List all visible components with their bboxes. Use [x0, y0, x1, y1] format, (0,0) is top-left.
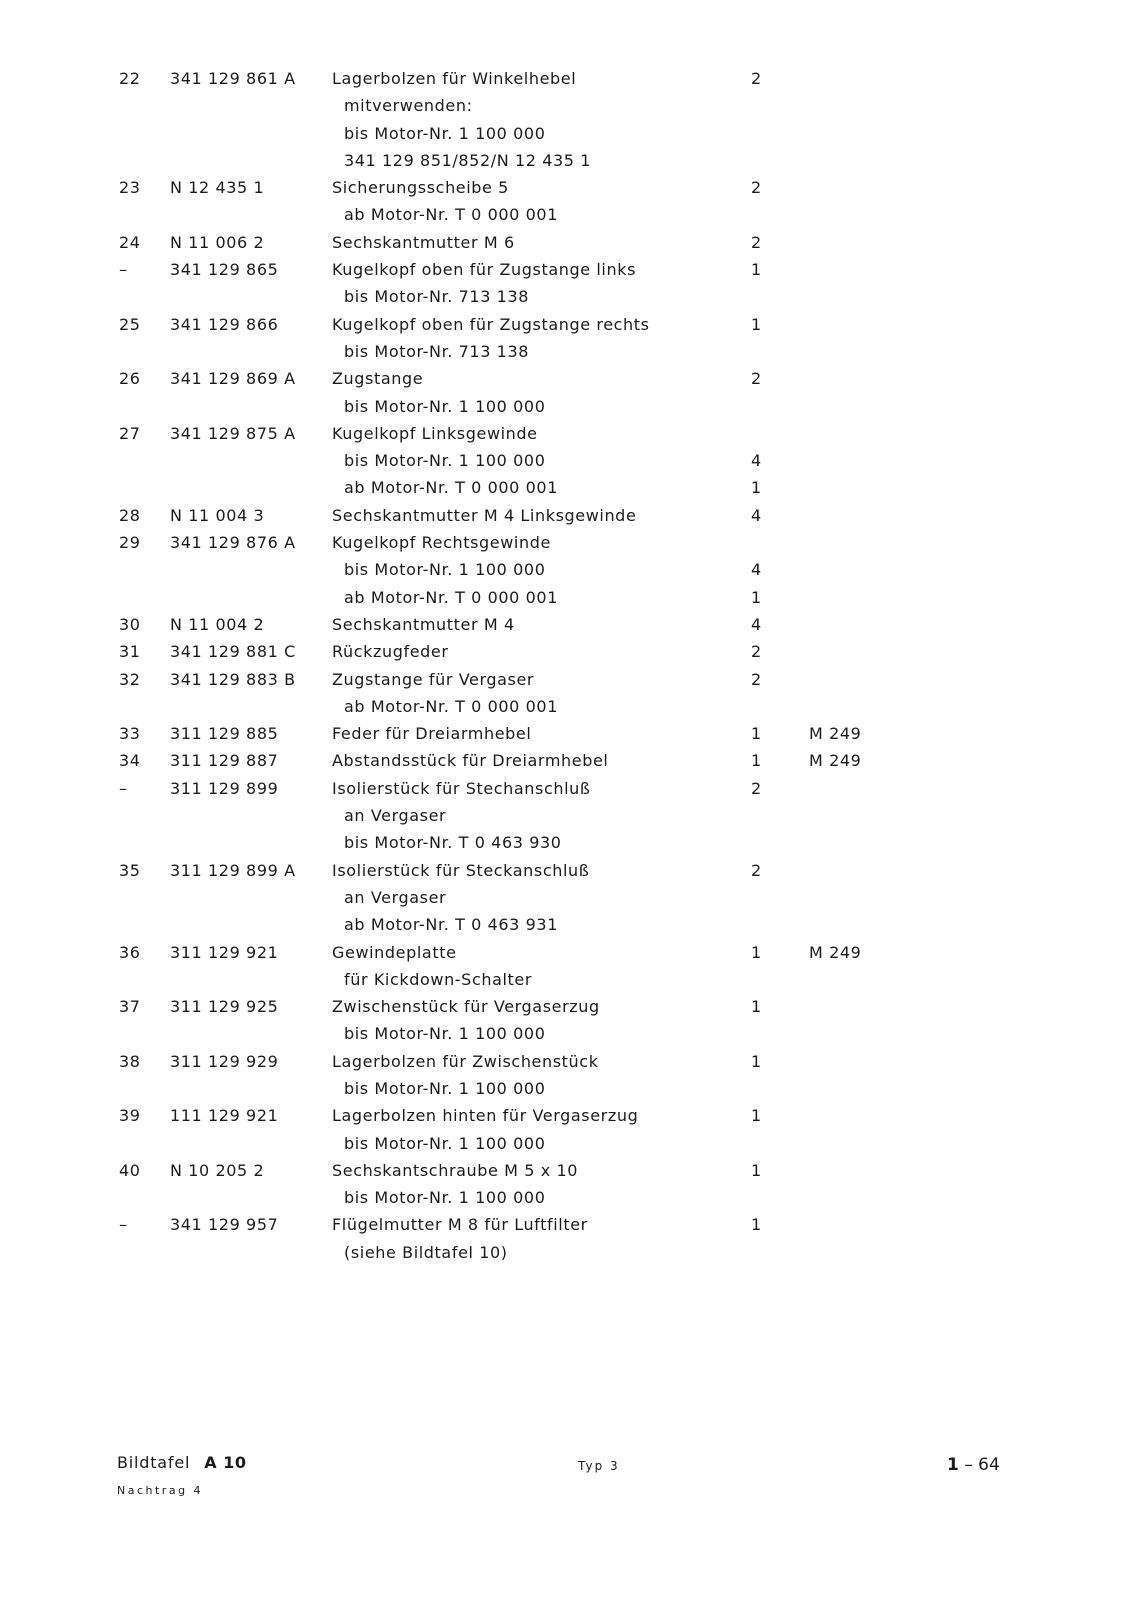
- remark: M 249: [809, 724, 862, 744]
- parts-row-continuation: [0, 448, 1139, 475]
- parts-row-continuation: [0, 694, 1139, 721]
- description: Sechskantmutter M 4 Linksgewinde: [332, 505, 637, 525]
- description: Abstandsstück für Dreiarmhebel: [332, 751, 609, 771]
- parts-row: [0, 940, 1139, 967]
- position: 26: [119, 369, 141, 389]
- description: Zwischenstück für Vergaserzug: [332, 997, 600, 1017]
- description: mitverwenden:: [344, 96, 473, 116]
- description: Isolierstück für Stechanschluß: [332, 778, 591, 798]
- quantity: 1: [751, 1215, 762, 1235]
- quantity: 1: [751, 1160, 762, 1180]
- remark: M 249: [809, 751, 862, 771]
- position: 25: [119, 314, 141, 334]
- part-number: 341 129 866: [170, 314, 279, 334]
- parts-row-continuation: [0, 1021, 1139, 1048]
- parts-row-continuation: [0, 1131, 1139, 1158]
- part-number: 341 129 876 A: [170, 533, 296, 553]
- parts-row: [0, 312, 1139, 339]
- parts-row: [0, 639, 1139, 666]
- page-section: 1: [947, 1455, 959, 1475]
- description: bis Motor-Nr. 713 138: [344, 341, 530, 361]
- quantity: 1: [751, 1106, 762, 1126]
- description: (siehe Bildtafel 10): [344, 1242, 508, 1262]
- vehicle-type: Typ 3: [578, 1459, 620, 1473]
- description: 341 129 851/852/N 12 435 1: [344, 150, 592, 170]
- page-num: 64: [978, 1455, 1000, 1475]
- remark: M 249: [809, 942, 862, 962]
- description: ab Motor-Nr. T 0 463 931: [344, 915, 558, 935]
- parts-row: [0, 1158, 1139, 1185]
- description: bis Motor-Nr. 1 100 000: [344, 396, 546, 416]
- description: ab Motor-Nr. T 0 000 001: [344, 205, 558, 225]
- parts-row: [0, 1103, 1139, 1130]
- parts-row-continuation: [0, 967, 1139, 994]
- position: –: [119, 260, 128, 280]
- parts-row-continuation: [0, 202, 1139, 229]
- description: an Vergaser: [344, 806, 447, 826]
- quantity: 2: [751, 778, 762, 798]
- description: Sechskantschraube M 5 x 10: [332, 1160, 579, 1180]
- part-number: N 11 004 3: [170, 505, 265, 525]
- part-number: 311 129 899 A: [170, 860, 296, 880]
- supplement-note: Nachtrag 4: [117, 1484, 204, 1497]
- description: bis Motor-Nr. 1 100 000: [344, 1024, 546, 1044]
- quantity: 4: [751, 505, 762, 525]
- parts-row-continuation: [0, 339, 1139, 366]
- quantity: 1: [751, 1051, 762, 1071]
- parts-row: [0, 366, 1139, 393]
- part-number: 111 129 921: [170, 1106, 279, 1126]
- parts-row: [0, 175, 1139, 202]
- position: 24: [119, 232, 141, 252]
- description: Kugelkopf Linksgewinde: [332, 423, 538, 443]
- part-number: 311 129 885: [170, 724, 279, 744]
- parts-row: [0, 858, 1139, 885]
- description: Kugelkopf oben für Zugstange links: [332, 260, 637, 280]
- part-number: 311 129 929: [170, 1051, 279, 1071]
- part-number: 341 129 869 A: [170, 369, 296, 389]
- parts-row-continuation: [0, 885, 1139, 912]
- part-number: 341 129 865: [170, 260, 279, 280]
- part-number: N 10 205 2: [170, 1160, 265, 1180]
- quantity: 1: [751, 997, 762, 1017]
- description: Sechskantmutter M 4: [332, 614, 515, 634]
- description: bis Motor-Nr. 1 100 000: [344, 123, 546, 143]
- position: –: [119, 778, 128, 798]
- parts-row-continuation: [0, 148, 1139, 175]
- parts-row: [0, 230, 1139, 257]
- quantity: 1: [751, 942, 762, 962]
- parts-row: [0, 1049, 1139, 1076]
- parts-row-continuation: [0, 830, 1139, 857]
- parts-row-continuation: [0, 803, 1139, 830]
- quantity: 2: [751, 178, 762, 198]
- plate-reference: [117, 1453, 246, 1472]
- part-number: 311 129 887: [170, 751, 279, 771]
- quantity: 2: [751, 669, 762, 689]
- parts-row-continuation: [0, 121, 1139, 148]
- quantity: 2: [751, 369, 762, 389]
- position: 22: [119, 69, 141, 88]
- parts-row-continuation: [0, 1240, 1139, 1267]
- parts-row-continuation: [0, 93, 1139, 120]
- part-number: 311 129 921: [170, 942, 279, 962]
- position: 23: [119, 178, 141, 198]
- part-number: 311 129 925: [170, 997, 279, 1017]
- quantity: 2: [751, 232, 762, 252]
- position: 30: [119, 614, 141, 634]
- description: bis Motor-Nr. 713 138: [344, 287, 530, 307]
- parts-row: [0, 530, 1139, 557]
- description: bis Motor-Nr. T 0 463 930: [344, 833, 562, 853]
- plate-id: A 10: [204, 1453, 247, 1472]
- quantity: 1: [751, 478, 762, 498]
- parts-row: [0, 257, 1139, 284]
- parts-row-continuation: [0, 557, 1139, 584]
- parts-row: [0, 667, 1139, 694]
- position: 28: [119, 505, 141, 525]
- part-number: 341 129 883 B: [170, 669, 296, 689]
- description: Lagerbolzen hinten für Vergaserzug: [332, 1106, 639, 1126]
- parts-row-continuation: [0, 394, 1139, 421]
- description: für Kickdown-Schalter: [344, 969, 533, 989]
- parts-row-continuation: [0, 284, 1139, 311]
- quantity: 4: [751, 560, 762, 580]
- page-separator: –: [958, 1455, 979, 1475]
- position: 34: [119, 751, 141, 771]
- parts-row: [0, 503, 1139, 530]
- position: 31: [119, 642, 141, 662]
- parts-row: [0, 748, 1139, 775]
- description: Zugstange für Vergaser: [332, 669, 535, 689]
- description: bis Motor-Nr. 1 100 000: [344, 1188, 546, 1208]
- part-number: 341 129 881 C: [170, 642, 296, 662]
- description: Lagerbolzen für Winkelhebel: [332, 69, 577, 88]
- parts-row: [0, 721, 1139, 748]
- part-number: N 12 435 1: [170, 178, 265, 198]
- parts-row: [0, 1212, 1139, 1239]
- position: 27: [119, 423, 141, 443]
- parts-row-continuation: [0, 475, 1139, 502]
- description: Flügelmutter M 8 für Luftfilter: [332, 1215, 588, 1235]
- parts-row: [0, 612, 1139, 639]
- parts-row: [0, 994, 1139, 1021]
- page-number: [947, 1455, 1000, 1475]
- quantity: 1: [751, 724, 762, 744]
- position: –: [119, 1215, 128, 1235]
- quantity: 1: [751, 314, 762, 334]
- part-number: 311 129 899: [170, 778, 279, 798]
- parts-row: [0, 776, 1139, 803]
- position: 33: [119, 724, 141, 744]
- position: 29: [119, 533, 141, 553]
- description: ab Motor-Nr. T 0 000 001: [344, 478, 558, 498]
- position: 38: [119, 1051, 141, 1071]
- description: Zugstange: [332, 369, 424, 389]
- part-number: 341 129 875 A: [170, 423, 296, 443]
- quantity: 1: [751, 587, 762, 607]
- position: 40: [119, 1160, 141, 1180]
- parts-row-continuation: [0, 1185, 1139, 1212]
- description: ab Motor-Nr. T 0 000 001: [344, 587, 558, 607]
- quantity: 2: [751, 642, 762, 662]
- plate-label: Bildtafel: [117, 1453, 191, 1472]
- description: bis Motor-Nr. 1 100 000: [344, 1078, 546, 1098]
- description: bis Motor-Nr. 1 100 000: [344, 451, 546, 471]
- parts-row: [0, 66, 1139, 93]
- part-number: N 11 006 2: [170, 232, 265, 252]
- description: bis Motor-Nr. 1 100 000: [344, 560, 546, 580]
- quantity: 4: [751, 614, 762, 634]
- description: Kugelkopf Rechtsgewinde: [332, 533, 551, 553]
- parts-row-continuation: [0, 585, 1139, 612]
- description: Isolierstück für Steckanschluß: [332, 860, 590, 880]
- part-number: 341 129 861 A: [170, 69, 296, 88]
- quantity: 1: [751, 260, 762, 280]
- quantity: 4: [751, 451, 762, 471]
- description: Sicherungsscheibe 5: [332, 178, 509, 198]
- description: bis Motor-Nr. 1 100 000: [344, 1133, 546, 1153]
- part-number: 341 129 957: [170, 1215, 279, 1235]
- parts-row-continuation: [0, 912, 1139, 939]
- parts-list: [0, 66, 1139, 1267]
- description: Gewindeplatte: [332, 942, 457, 962]
- position: 39: [119, 1106, 141, 1126]
- parts-row-continuation: [0, 1076, 1139, 1103]
- position: 36: [119, 942, 141, 962]
- quantity: 2: [751, 69, 762, 88]
- position: 35: [119, 860, 141, 880]
- position: 32: [119, 669, 141, 689]
- description: an Vergaser: [344, 887, 447, 907]
- description: Rückzugfeder: [332, 642, 449, 662]
- parts-row: [0, 421, 1139, 448]
- description: ab Motor-Nr. T 0 000 001: [344, 696, 558, 716]
- quantity: 2: [751, 860, 762, 880]
- description: Sechskantmutter M 6: [332, 232, 515, 252]
- part-number: N 11 004 2: [170, 614, 265, 634]
- position: 37: [119, 997, 141, 1017]
- quantity: 1: [751, 751, 762, 771]
- description: Feder für Dreiarmhebel: [332, 724, 532, 744]
- description: Kugelkopf oben für Zugstange rechts: [332, 314, 650, 334]
- description: Lagerbolzen für Zwischenstück: [332, 1051, 599, 1071]
